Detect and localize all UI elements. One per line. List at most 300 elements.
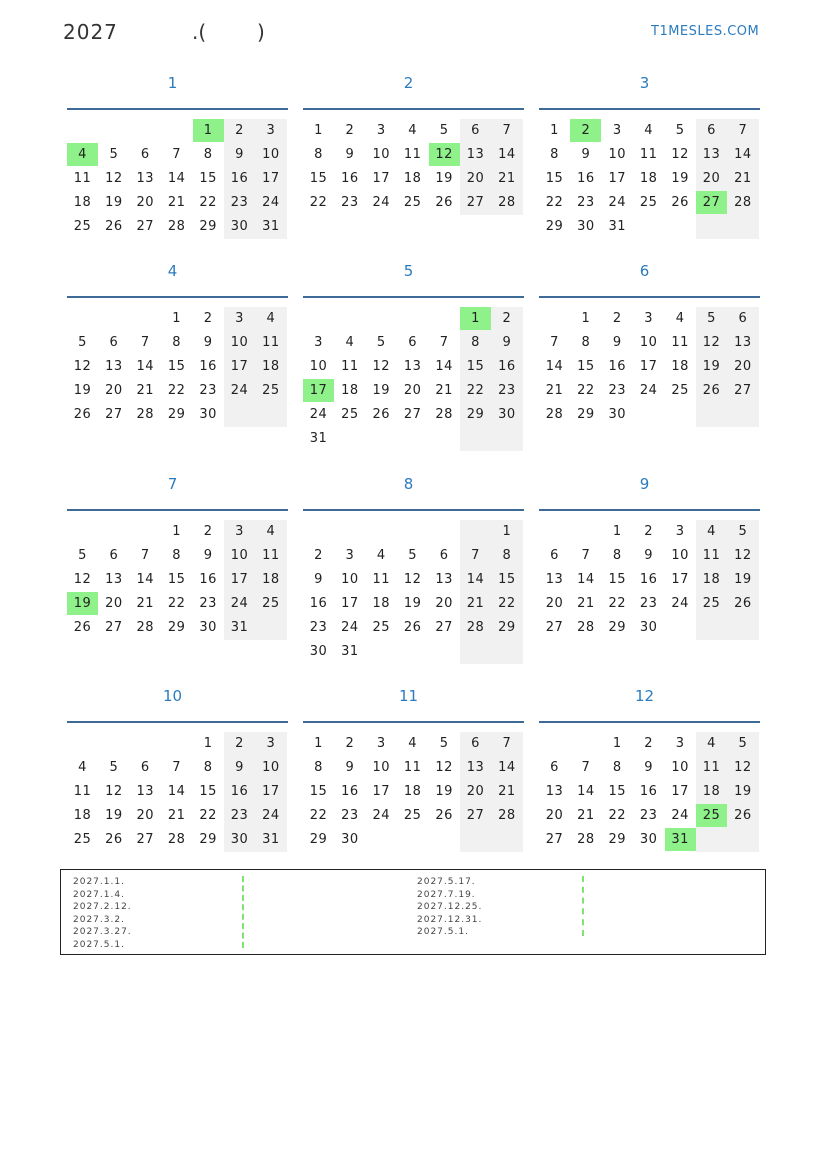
day-cell: 17 (262, 784, 280, 799)
day-cell: 3 (266, 736, 276, 751)
day-cell: 3 (612, 123, 622, 138)
day-cell: 2 (235, 736, 244, 751)
day-cell: 28 (498, 808, 516, 823)
day-cell: 6 (140, 147, 150, 162)
day-cell: 28 (167, 832, 186, 847)
day-cell: 15 (466, 359, 485, 374)
month-rule (67, 721, 288, 723)
holiday-note: 2027.1.1. (73, 877, 125, 887)
day-cell: 25 (403, 195, 422, 210)
day-cell: 16 (498, 359, 516, 374)
day-cell: 3 (235, 311, 244, 326)
day-cell: 15 (167, 572, 186, 587)
day-cell: 29 (309, 832, 328, 847)
day-cell: 15 (167, 359, 186, 374)
day-cell: 28 (136, 407, 155, 422)
day-cell: 6 (738, 311, 748, 326)
month-rule (67, 108, 288, 110)
day-cell: 16 (309, 596, 328, 611)
day-cell: 17 (671, 572, 689, 587)
day-cell: 27 (403, 407, 422, 422)
month-title: 4 (167, 262, 178, 280)
day-cell: 14 (136, 572, 155, 587)
day-cell: 25 (671, 383, 689, 398)
day-cell: 8 (172, 548, 182, 563)
day-cell: 18 (702, 784, 721, 799)
day-cell: 3 (345, 548, 355, 563)
day-cell: 29 (167, 407, 186, 422)
day-cell: 1 (612, 736, 622, 751)
day-cell: 20 (435, 596, 453, 611)
month-title: 5 (403, 262, 414, 280)
day-cell: 1 (314, 123, 323, 138)
day-cell: 1 (612, 524, 622, 539)
day-cell: 22 (498, 596, 516, 611)
day-cell: 16 (230, 171, 249, 186)
day-cell: 14 (466, 572, 485, 587)
day-cell: 18 (262, 359, 280, 374)
day-cell: 6 (140, 760, 150, 775)
day-cell: 21 (545, 383, 564, 398)
day-cell: 13 (136, 171, 155, 186)
day-cell: 5 (109, 147, 119, 162)
day-cell: 11 (73, 784, 92, 799)
day-cell: 5 (109, 760, 119, 775)
day-cell: 29 (199, 219, 217, 234)
day-cell: 10 (372, 760, 391, 775)
day-cell: 20 (403, 383, 422, 398)
day-cell: 8 (203, 147, 213, 162)
day-cell: 6 (471, 123, 480, 138)
day-cell: 14 (734, 147, 752, 162)
day-cell: 10 (309, 359, 328, 374)
day-cell: 12 (73, 359, 92, 374)
day-cell: 19 (702, 359, 721, 374)
holiday-note: 2027.12.25. (417, 902, 483, 913)
day-cell: 26 (734, 596, 752, 611)
day-cell: 11 (262, 335, 280, 350)
holiday-notes-left (73, 876, 132, 952)
notes-divider-left (242, 876, 246, 948)
day-cell: 14 (577, 572, 595, 587)
day-cell: 5 (408, 548, 418, 563)
day-cell: 2 (235, 123, 244, 138)
day-cell: 24 (372, 195, 391, 210)
day-cell: 21 (136, 383, 155, 398)
day-cell: 19 (105, 808, 123, 823)
day-cell: 22 (466, 383, 485, 398)
holiday-note: 2027.1.4. (73, 889, 125, 900)
day-cell: 2 (203, 524, 213, 539)
day-cell: 3 (644, 311, 654, 326)
day-cell: 28 (545, 407, 564, 422)
day-cell: 18 (341, 383, 359, 398)
day-cell: 26 (702, 383, 721, 398)
day-cell: 14 (498, 147, 516, 162)
day-cell: 17 (671, 784, 689, 799)
day-cell: 2 (644, 736, 654, 751)
day-cell: 7 (502, 123, 512, 138)
day-cell: 7 (581, 760, 591, 775)
day-cell: 7 (172, 147, 182, 162)
day-cell: 10 (639, 335, 658, 350)
day-cell: 26 (73, 620, 92, 635)
day-cell: 25 (341, 407, 359, 422)
day-cell: 14 (545, 359, 564, 374)
day-cell: 12 (73, 572, 92, 587)
day-cell: 16 (199, 359, 217, 374)
day-cell: 18 (73, 195, 92, 210)
day-cell: 11 (702, 548, 721, 563)
day-cell: 29 (167, 620, 186, 635)
day-cell: 26 (734, 808, 752, 823)
day-cell: 25 (702, 596, 721, 611)
day-cell: 10 (230, 335, 249, 350)
day-cell: 21 (167, 808, 186, 823)
day-cell: 7 (550, 335, 559, 350)
day-cell: 29 (577, 407, 595, 422)
day-cell: 27 (105, 620, 123, 635)
day-cell: 21 (577, 808, 595, 823)
holiday-day-cell: 27 (696, 191, 727, 214)
day-cell: 27 (435, 620, 453, 635)
day-cell: 10 (341, 572, 359, 587)
day-cell: 12 (734, 760, 752, 775)
day-cell: 27 (545, 620, 564, 635)
day-cell: 26 (105, 219, 123, 234)
holiday-day-cell: 12 (429, 143, 460, 166)
holiday-note: 2027.5.1. (73, 939, 125, 950)
day-cell: 11 (671, 335, 689, 350)
day-cell: 1 (581, 311, 591, 326)
day-cell: 26 (372, 407, 391, 422)
day-cell: 28 (577, 620, 595, 635)
day-cell: 24 (372, 808, 391, 823)
day-cell: 19 (734, 572, 752, 587)
holiday-day-cell: 2 (570, 119, 601, 142)
day-cell: 2 (644, 524, 654, 539)
day-cell: 9 (235, 147, 244, 162)
day-cell: 20 (136, 195, 155, 210)
day-cell: 14 (167, 784, 186, 799)
day-cell: 24 (341, 620, 359, 635)
day-cell: 15 (309, 171, 328, 186)
day-cell: 20 (545, 596, 564, 611)
day-cell: 15 (608, 784, 627, 799)
day-cell: 15 (309, 784, 328, 799)
month-rule (539, 296, 760, 298)
day-cell: 12 (105, 784, 123, 799)
day-cell: 8 (502, 548, 512, 563)
day-cell: 9 (235, 760, 244, 775)
day-cell: 2 (314, 548, 323, 563)
day-cell: 18 (73, 808, 92, 823)
day-cell: 10 (230, 548, 249, 563)
day-cell: 13 (105, 572, 123, 587)
holiday-day-cell: 25 (696, 804, 727, 827)
day-cell: 1 (502, 524, 512, 539)
title-parenthesis: .( ) (192, 20, 265, 44)
day-cell: 1 (172, 524, 182, 539)
day-cell: 24 (262, 808, 280, 823)
day-cell: 1 (314, 736, 323, 751)
day-cell: 11 (702, 760, 721, 775)
site-logo-link[interactable]: T1MESLES.COM (651, 24, 760, 39)
day-cell: 12 (372, 359, 391, 374)
month-title: 7 (167, 475, 178, 493)
day-cell: 27 (734, 383, 752, 398)
day-cell: 22 (167, 383, 186, 398)
day-cell: 30 (199, 620, 217, 635)
day-cell: 1 (172, 311, 182, 326)
day-cell: 11 (372, 572, 391, 587)
day-cell: 21 (435, 383, 453, 398)
day-cell: 8 (314, 760, 323, 775)
day-cell: 20 (105, 596, 123, 611)
holiday-day-cell: 31 (665, 828, 696, 851)
day-cell: 23 (230, 808, 249, 823)
holiday-day-cell: 4 (67, 143, 98, 166)
day-cell: 16 (341, 784, 359, 799)
day-cell: 4 (345, 335, 355, 350)
day-cell: 2 (345, 123, 355, 138)
day-cell: 21 (466, 596, 485, 611)
day-cell: 24 (639, 383, 658, 398)
day-cell: 8 (203, 760, 213, 775)
day-cell: 3 (675, 736, 685, 751)
day-cell: 8 (612, 548, 622, 563)
holiday-note: 2027.3.27. (73, 927, 132, 938)
day-cell: 28 (734, 195, 752, 210)
day-cell: 4 (707, 524, 716, 539)
day-cell: 17 (608, 171, 627, 186)
day-cell: 22 (199, 195, 217, 210)
day-cell: 10 (671, 760, 689, 775)
month-rule (303, 296, 524, 298)
day-cell: 10 (262, 760, 280, 775)
day-cell: 27 (136, 832, 155, 847)
day-cell: 20 (734, 359, 752, 374)
day-cell: 17 (372, 784, 391, 799)
day-cell: 13 (105, 359, 123, 374)
holiday-note: 2027.5.1. (417, 927, 469, 938)
day-cell: 24 (671, 596, 689, 611)
day-cell: 24 (309, 407, 328, 422)
day-cell: 26 (671, 195, 689, 210)
day-cell: 16 (341, 171, 359, 186)
day-cell: 2 (345, 736, 355, 751)
day-cell: 31 (309, 431, 328, 446)
month-title: 3 (639, 74, 650, 92)
day-cell: 9 (644, 760, 654, 775)
day-cell: 13 (545, 572, 564, 587)
day-cell: 22 (608, 596, 627, 611)
day-cell: 14 (167, 171, 186, 186)
day-cell: 4 (266, 311, 276, 326)
day-cell: 25 (639, 195, 658, 210)
holiday-note: 2027.2.12. (73, 902, 132, 913)
day-cell: 8 (314, 147, 323, 162)
day-cell: 8 (581, 335, 591, 350)
day-cell: 16 (639, 572, 658, 587)
notes-divider-right (582, 876, 586, 936)
day-cell: 3 (376, 123, 386, 138)
day-cell: 9 (203, 335, 213, 350)
day-cell: 4 (644, 123, 654, 138)
month-title: 2 (403, 74, 414, 92)
day-cell: 22 (309, 808, 328, 823)
day-cell: 30 (639, 620, 658, 635)
day-cell: 30 (199, 407, 217, 422)
day-cell: 25 (372, 620, 391, 635)
day-cell: 17 (639, 359, 658, 374)
day-cell: 4 (266, 524, 276, 539)
day-cell: 23 (639, 808, 658, 823)
day-cell: 9 (502, 335, 512, 350)
day-cell: 26 (403, 620, 422, 635)
day-cell: 27 (105, 407, 123, 422)
day-cell: 4 (408, 736, 418, 751)
day-cell: 7 (471, 548, 480, 563)
day-cell: 4 (376, 548, 386, 563)
day-cell: 17 (230, 572, 249, 587)
month-rule (303, 509, 524, 511)
day-cell: 15 (199, 171, 217, 186)
day-cell: 29 (608, 620, 627, 635)
day-cell: 3 (266, 123, 276, 138)
day-cell: 6 (439, 548, 449, 563)
day-cell: 24 (671, 808, 689, 823)
day-cell: 12 (403, 572, 422, 587)
holiday-notes-right (417, 876, 482, 939)
month-title: 11 (398, 687, 419, 705)
day-cell: 8 (471, 335, 480, 350)
day-cell: 26 (435, 808, 453, 823)
day-cell: 7 (140, 548, 150, 563)
day-cell: 14 (435, 359, 453, 374)
day-cell: 21 (498, 171, 516, 186)
day-cell: 28 (466, 620, 485, 635)
day-cell: 19 (671, 171, 689, 186)
day-cell: 29 (498, 620, 516, 635)
holiday-note: 2027.12.31. (417, 914, 483, 925)
day-cell: 12 (702, 335, 721, 350)
day-cell: 16 (199, 572, 217, 587)
day-cell: 19 (403, 596, 422, 611)
day-cell: 31 (341, 644, 359, 659)
month-rule (303, 108, 524, 110)
day-cell: 15 (498, 572, 516, 587)
day-cell: 17 (262, 171, 280, 186)
day-cell: 10 (372, 147, 391, 162)
day-cell: 11 (262, 548, 280, 563)
day-cell: 25 (262, 383, 280, 398)
day-cell: 30 (230, 219, 249, 234)
day-cell: 21 (498, 784, 516, 799)
day-cell: 14 (577, 784, 595, 799)
day-cell: 26 (435, 195, 453, 210)
day-cell: 19 (372, 383, 391, 398)
day-cell: 10 (671, 548, 689, 563)
day-cell: 8 (172, 335, 182, 350)
day-cell: 2 (203, 311, 213, 326)
day-cell: 7 (738, 123, 748, 138)
day-cell: 14 (498, 760, 516, 775)
day-cell: 30 (309, 644, 328, 659)
day-cell: 28 (498, 195, 516, 210)
day-cell: 23 (230, 195, 249, 210)
day-cell: 13 (702, 147, 721, 162)
day-cell: 5 (675, 123, 685, 138)
holiday-day-cell: 17 (303, 379, 334, 402)
day-cell: 20 (466, 784, 485, 799)
day-cell: 6 (550, 760, 559, 775)
day-cell: 23 (309, 620, 328, 635)
month-rule (539, 108, 760, 110)
day-cell: 11 (73, 171, 92, 186)
day-cell: 8 (550, 147, 559, 162)
day-cell: 25 (262, 596, 280, 611)
month-title: 10 (162, 687, 183, 705)
day-cell: 3 (376, 736, 386, 751)
day-cell: 30 (608, 407, 627, 422)
day-cell: 9 (612, 335, 622, 350)
holiday-day-cell: 1 (193, 119, 224, 142)
holiday-note: 2027.3.2. (73, 914, 125, 925)
day-cell: 9 (644, 548, 654, 563)
day-cell: 30 (230, 832, 249, 847)
day-cell: 11 (639, 147, 658, 162)
day-cell: 23 (341, 808, 359, 823)
day-cell: 9 (203, 548, 213, 563)
day-cell: 9 (314, 572, 323, 587)
day-cell: 13 (435, 572, 453, 587)
month-rule (539, 509, 760, 511)
day-cell: 24 (262, 195, 280, 210)
day-cell: 19 (734, 784, 752, 799)
day-cell: 7 (439, 335, 449, 350)
day-cell: 18 (403, 171, 422, 186)
month-rule (67, 296, 288, 298)
day-cell: 30 (498, 407, 516, 422)
day-cell: 28 (577, 832, 595, 847)
day-cell: 21 (136, 596, 155, 611)
day-cell: 13 (136, 784, 155, 799)
day-cell: 17 (372, 171, 391, 186)
day-cell: 23 (608, 383, 627, 398)
day-cell: 28 (136, 620, 155, 635)
day-cell: 30 (341, 832, 359, 847)
day-cell: 19 (435, 784, 453, 799)
day-cell: 29 (466, 407, 485, 422)
day-cell: 29 (199, 832, 217, 847)
day-cell: 22 (608, 808, 627, 823)
day-cell: 15 (545, 171, 564, 186)
day-cell: 4 (707, 736, 716, 751)
day-cell: 1 (550, 123, 559, 138)
day-cell: 7 (140, 335, 150, 350)
day-cell: 18 (671, 359, 689, 374)
day-cell: 28 (167, 219, 186, 234)
day-cell: 5 (738, 736, 748, 751)
day-cell: 31 (262, 219, 280, 234)
day-cell: 31 (608, 219, 627, 234)
day-cell: 20 (545, 808, 564, 823)
day-cell: 3 (675, 524, 685, 539)
day-cell: 23 (199, 596, 217, 611)
day-cell: 16 (639, 784, 658, 799)
day-cell: 25 (73, 832, 92, 847)
